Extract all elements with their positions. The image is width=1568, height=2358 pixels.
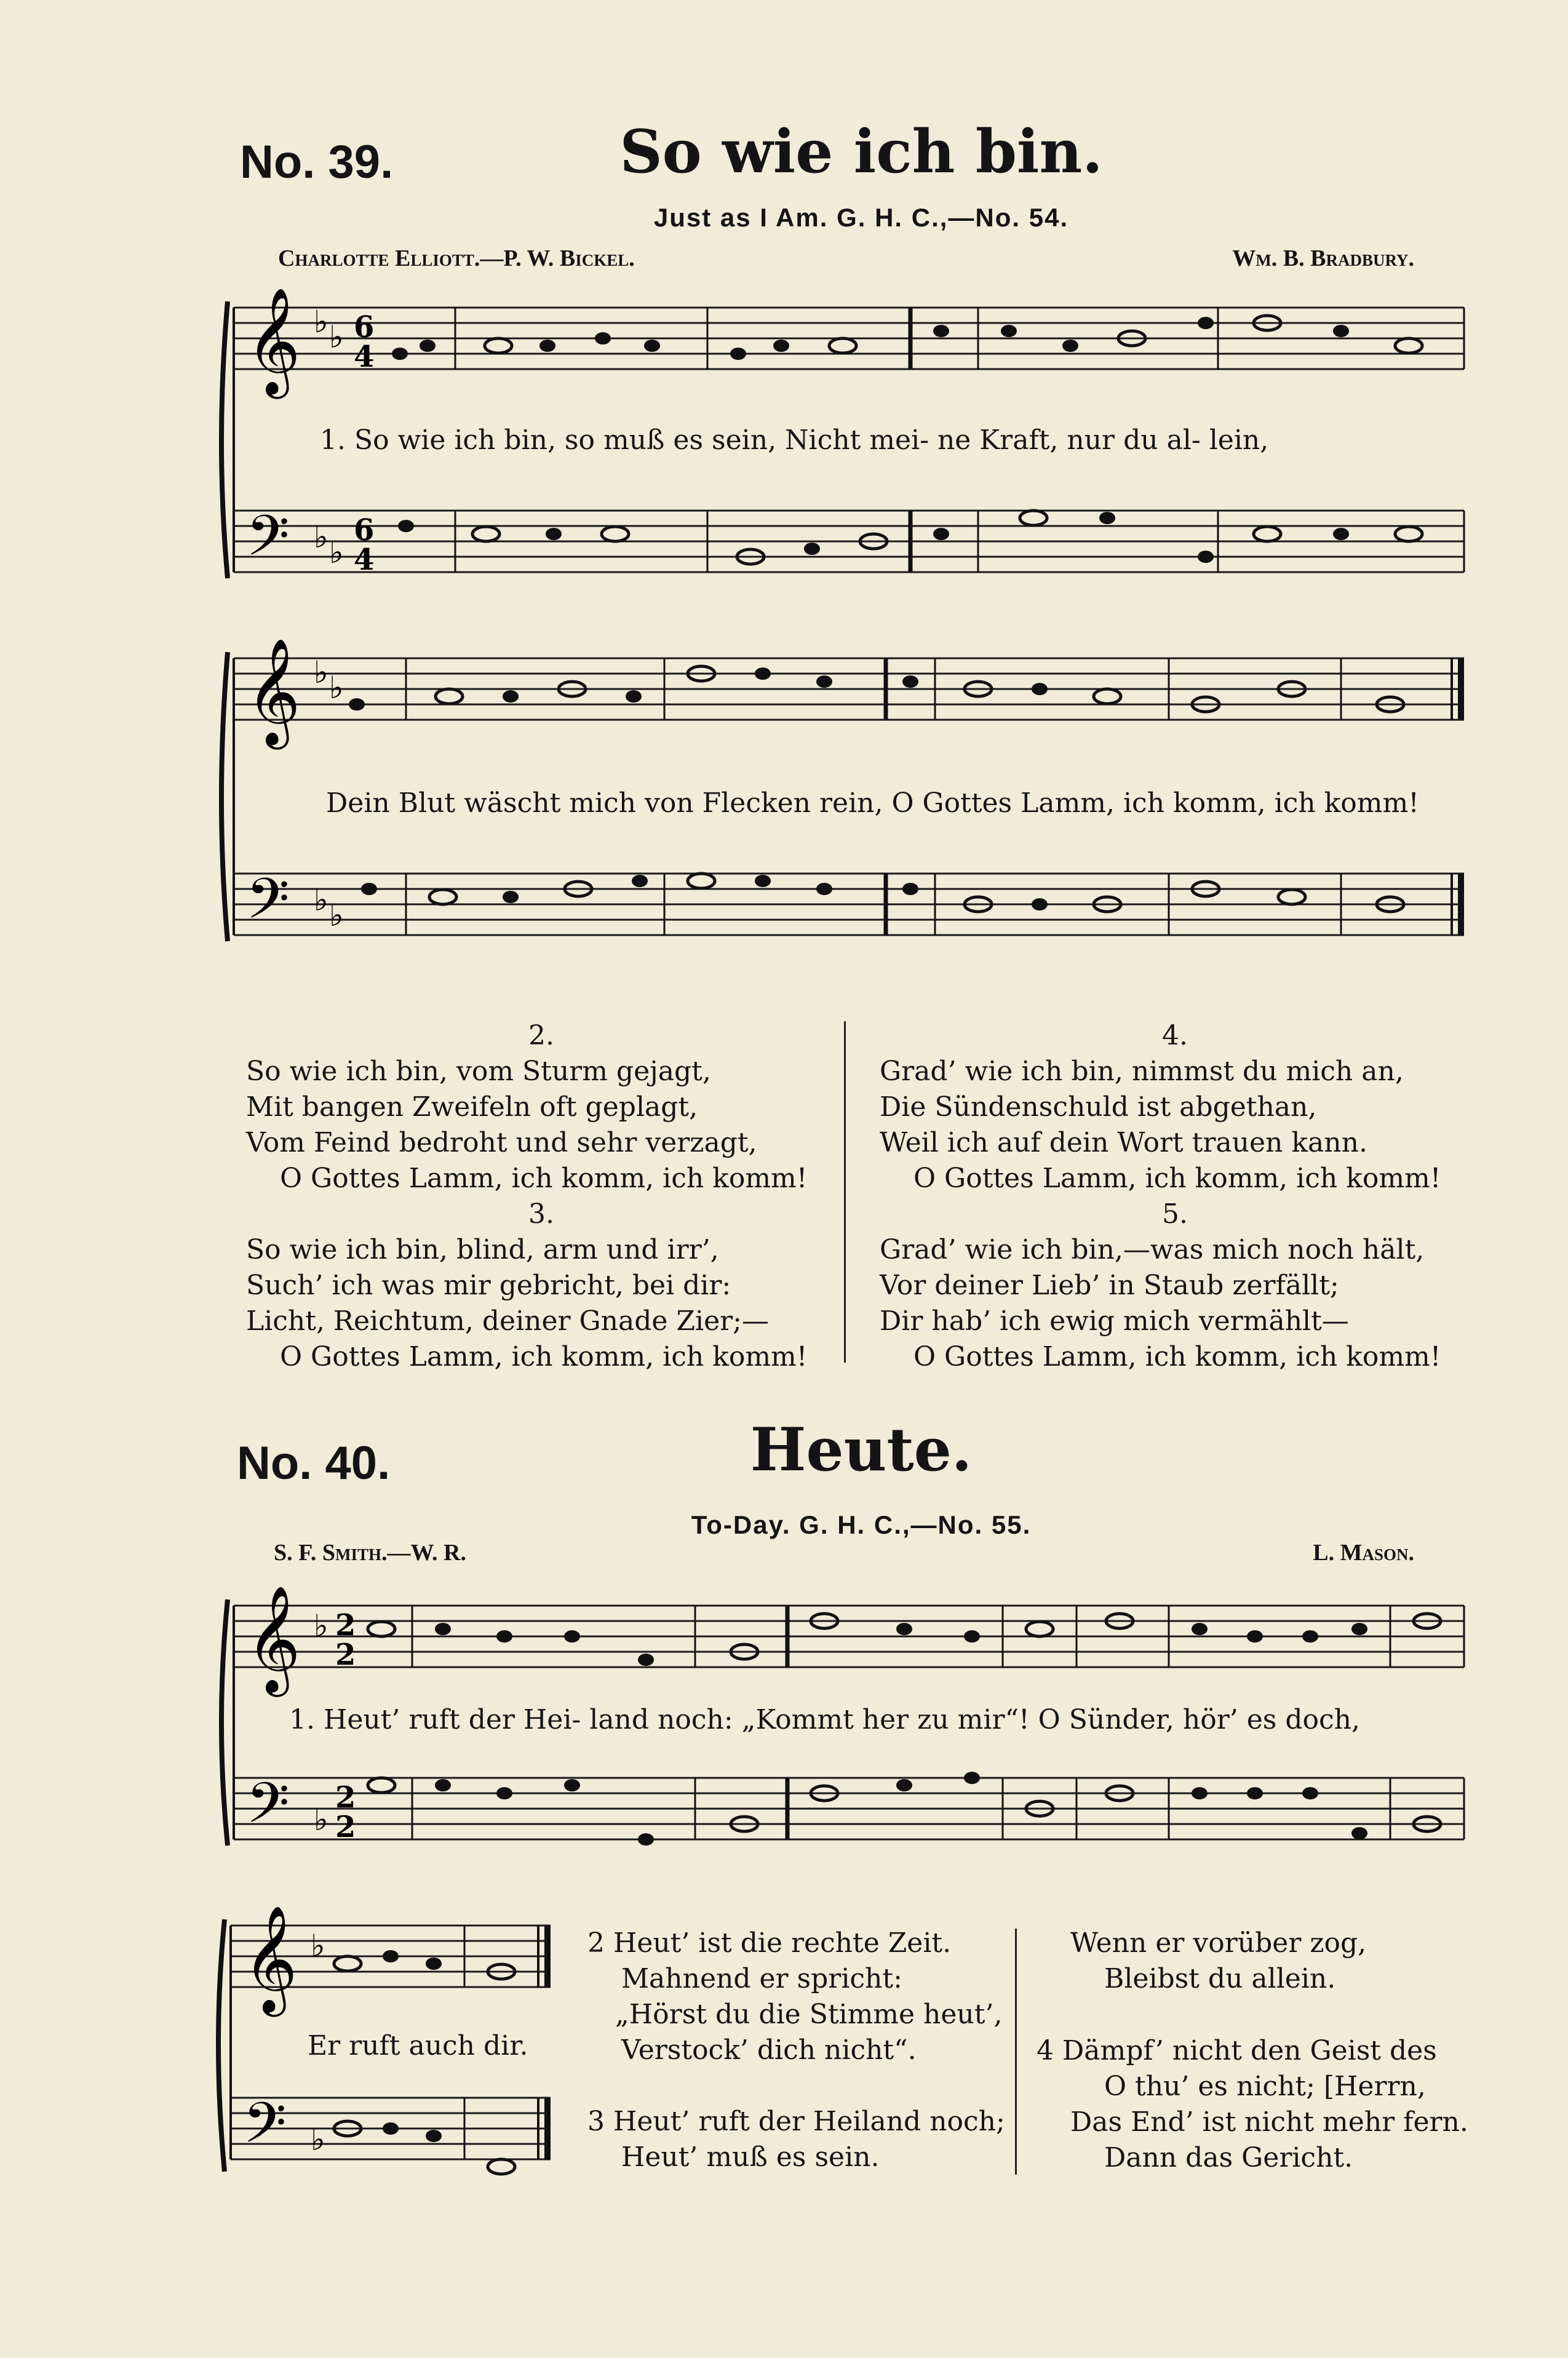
hymn-39-verse-4	[880, 1018, 1470, 1197]
svg-text:♭: ♭	[329, 535, 344, 570]
svg-text:♭: ♭	[314, 1608, 328, 1644]
hymn-40-author: S. F. Smith.—W. R.	[274, 1540, 466, 1566]
svg-text:♭: ♭	[329, 319, 344, 355]
time-sig-top: 6	[354, 310, 375, 345]
verse-line: Bleibst du allein.	[1104, 1963, 1336, 1994]
svg-text:♭: ♭	[311, 2122, 325, 2157]
svg-text:𝄞: 𝄞	[243, 1905, 298, 2012]
svg-text:♭: ♭	[314, 1802, 328, 1838]
verse-number: 5.	[1162, 1198, 1188, 1230]
verse-number: 2.	[528, 1020, 554, 1051]
svg-text:2: 2	[335, 1810, 356, 1844]
hymn-39-title: So wie ich bin.	[619, 117, 1103, 186]
verse-line: Weil ich auf dein Wort trauen kann.	[880, 1127, 1367, 1158]
verse-line: 3 Heut’ ruft der Heiland noch;	[587, 2106, 1005, 2137]
svg-text:♭: ♭	[314, 655, 328, 690]
verse-line: 2 Heut’ ist die rechte Zeit.	[587, 1927, 952, 1959]
svg-text:♭: ♭	[314, 304, 328, 340]
verse-refrain: O Gottes Lamm, ich komm, ich komm!	[280, 1341, 808, 1372]
svg-text:6: 6	[354, 513, 375, 548]
svg-text:2: 2	[335, 1638, 356, 1672]
verse-line: Wenn er vorüber zog,	[1070, 1927, 1367, 1959]
svg-text:4: 4	[354, 340, 375, 374]
verse-refrain: O Gottes Lamm, ich komm, ich komm!	[280, 1163, 808, 1194]
svg-text:𝄢: 𝄢	[243, 2090, 287, 2169]
verse-refrain: O Gottes Lamm, ich komm, ich komm!	[913, 1163, 1441, 1194]
verse-line: So wie ich bin, vom Sturm gejagt,	[246, 1056, 711, 1087]
hymn-39-verse-2	[246, 1018, 837, 1197]
svg-text:𝄢: 𝄢	[246, 866, 290, 945]
verse-line: Dann das Gericht.	[1104, 2142, 1353, 2173]
svg-text:𝄢: 𝄢	[246, 503, 290, 582]
svg-text:𝄞: 𝄞	[246, 638, 301, 745]
verse-refrain: O Gottes Lamm, ich komm, ich komm!	[913, 1341, 1441, 1372]
svg-text:♭: ♭	[329, 670, 344, 706]
verse-line: Vor deiner Lieb’ in Staub zerfällt;	[880, 1270, 1339, 1301]
hymn-39-verse-5	[880, 1197, 1470, 1375]
verse-line: Die Sündenschuld ist abgethan,	[880, 1091, 1317, 1123]
hymn-40-title: Heute.	[750, 1415, 973, 1484]
hymn-39-subtitle: Just as I Am. G. H. C.,—No. 54.	[653, 203, 1069, 232]
verse-line: Mahnend er spricht:	[621, 1963, 902, 1994]
hymn-39-lyric-line-2: Dein Blut wäscht mich von Flecken rein, O Gottes Lamm, ich komm, ich komm!	[326, 787, 1419, 819]
svg-text:♭: ♭	[311, 1928, 325, 1964]
bass-staff-1	[234, 511, 1464, 572]
hymn-40-number: No. 40.	[237, 1437, 391, 1489]
verse-line: So wie ich bin, blind, arm und irr’,	[246, 1234, 719, 1265]
verse-line: Heut’ muß es sein.	[621, 2141, 880, 2173]
hymn-40-verse-4	[1037, 2033, 1479, 2176]
hymn-40-verse-3	[587, 2104, 1018, 2175]
hymn-39-author: Charlotte Elliott.—P. W. Bickel.	[278, 245, 635, 271]
hymn-39-number: No. 39.	[240, 136, 394, 188]
svg-text:2: 2	[335, 1780, 356, 1815]
hymn-40-verse-2	[587, 1926, 1018, 2068]
svg-text:2: 2	[335, 1608, 356, 1643]
hymn-39-composer: Wm. B. Bradbury.	[1232, 245, 1414, 271]
verse-number: 3.	[528, 1198, 554, 1230]
svg-text:𝄞: 𝄞	[246, 287, 301, 394]
verse-line: Vom Feind bedroht und sehr verzagt,	[246, 1127, 757, 1158]
verse-line: Licht, Reichtum, deiner Gnade Zier;—	[246, 1305, 769, 1337]
svg-text:♭: ♭	[314, 882, 328, 918]
svg-text:𝄢: 𝄢	[246, 1770, 290, 1849]
verse-line: Grad’ wie ich bin, nimmst du mich an,	[880, 1056, 1404, 1087]
verse-line: O thu’ es nicht; [Herrn,	[1104, 2071, 1426, 2102]
svg-text:♭: ♭	[314, 519, 328, 555]
verse-line: 4 Dämpf’ nicht den Geist des	[1037, 2035, 1437, 2066]
hymn-40-subtitle: To-Day. G. H. C.,—No. 55.	[691, 1510, 1032, 1539]
svg-text:♭: ♭	[329, 898, 344, 933]
verse-line: Das End’ ist nicht mehr fern.	[1070, 2106, 1468, 2138]
hymn-39-verse-3	[246, 1197, 837, 1375]
verse-number: 4.	[1162, 1020, 1188, 1051]
verse-line: „Hörst du die Stimme heut’,	[615, 1999, 1003, 2030]
verse-line: Mit bangen Zweifeln oft geplagt,	[246, 1091, 698, 1123]
hymn-40-verse-3-continued	[1070, 1926, 1501, 1997]
svg-text:4: 4	[354, 543, 375, 577]
verse-line: Dir hab’ ich ewig mich vermählt—	[880, 1305, 1349, 1337]
hymn-40-lyric-line-1: 1. Heut’ ruft der Hei- land noch: „Kommt her zu mir“! O Sünder, hör’ es doch,	[289, 1704, 1360, 1735]
hymn-40-composer: L. Mason.	[1313, 1540, 1414, 1566]
verse-column-divider	[844, 1021, 846, 1363]
verse-column-divider	[1015, 1929, 1017, 2175]
verse-line: Grad’ wie ich bin,—was mich noch hält,	[880, 1234, 1425, 1265]
svg-text:𝄞: 𝄞	[246, 1585, 301, 1692]
hymn-40-lyric-line-2: Er ruft auch dir.	[308, 2030, 528, 2061]
hymn-39-lyric-line-1: 1. So wie ich bin, so muß es sein, Nicht mei- ne Kraft, nur du al- lein,	[320, 424, 1269, 456]
verse-line: Verstock’ dich nicht“.	[621, 2034, 917, 2066]
verse-line: Such’ ich was mir gebricht, bei dir:	[246, 1270, 731, 1301]
